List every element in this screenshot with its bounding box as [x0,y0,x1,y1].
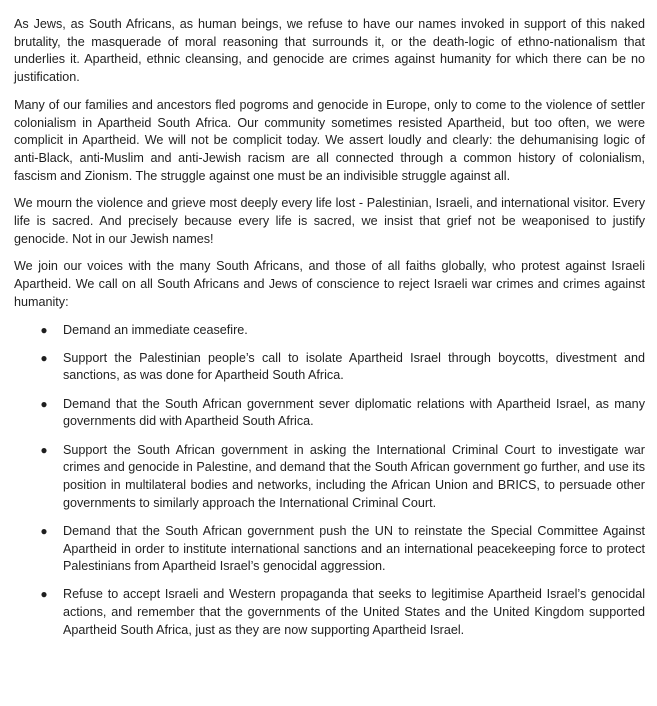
paragraph-mourning: We mourn the violence and grieve most deeply every life lost - Palestinian, Israeli, and international visitor. Every life is sacred. And precisely because every life is sacred, we insist that grief not be weaponised to justify genocide. Not in our Jewish names! [14,196,645,246]
list-item-text: Demand that the South African government sever diplomatic relations with Apartheid Israel, as many governments did with Apartheid South Africa. [63,396,645,429]
bullet-icon: ● [40,587,48,602]
paragraph-call-to-action: We join our voices with the many South Africans, and those of all faiths globally, who protest against Israeli Apartheid. We call on all South Africans and Jews of conscience to reject Israeli war crimes and crimes against humanity: [14,259,645,309]
document-body [14,16,645,650]
bullet-icon: ● [40,396,48,411]
list-item-text: Refuse to accept Israeli and Western propaganda that seeks to legitimise Apartheid Israel’s genocidal actions, and remember that the governments of the United States and the United Kingdom supported Apartheid South Africa, just as they are now supporting Apartheid Israel. [63,587,645,637]
list-item [14,586,645,639]
paragraph-history: Many of our families and ancestors fled pogroms and genocide in Europe, only to come to the violence of settler colonialism in Apartheid South Africa. Our community sometimes resisted Apartheid, but too often, we were complicit in Apartheid. We will not be complicit today. We assert loudly and clearly: the dehumanising logic of anti-Black, anti-Muslim and anti-Jewish racism are all connected through a common history of colonialism, fascism and Zionism. The struggle against one must be an indivisible struggle against all. [14,97,645,183]
list-item-text: Support the Palestinian people’s call to isolate Apartheid Israel through boycotts, divestment and sanctions, as was done for Apartheid South Africa. [63,350,645,383]
bullet-icon: ● [40,442,48,457]
list-item-text: Demand an immediate ceasefire. [63,322,248,337]
bullet-icon: ● [40,322,48,337]
bullet-icon: ● [40,350,48,365]
list-item [14,396,645,431]
demands-list [14,322,645,640]
bullet-icon: ● [40,523,48,538]
list-item-text: Support the South African government in asking the International Criminal Court to investigate war crimes and genocide in Palestine, and demand that the South African government go further, and use its position in multilateral bodies and networks, including the African Union and BRICS, to persuade other governments to similarly approach the International Criminal Court. [63,442,645,510]
paragraph-refusal: As Jews, as South Africans, as human beings, we refuse to have our names invoked in support of this naked brutality, the masquerade of moral reasoning that surrounds it, or the death-logic of ethno-nationalism that underlies it. Apartheid, ethnic cleansing, and genocide are crimes against humanity for which there can be no justification. [14,17,645,85]
list-item-text: Demand that the South African government push the UN to reinstate the Special Committee Against Apartheid in order to institute international sanctions and an international peacekeeping force to protect Palestinians from Apartheid Israel’s genocidal aggression. [63,523,645,574]
list-item [14,442,645,513]
list-item [14,523,645,576]
list-item [14,322,645,340]
list-item [14,350,645,385]
